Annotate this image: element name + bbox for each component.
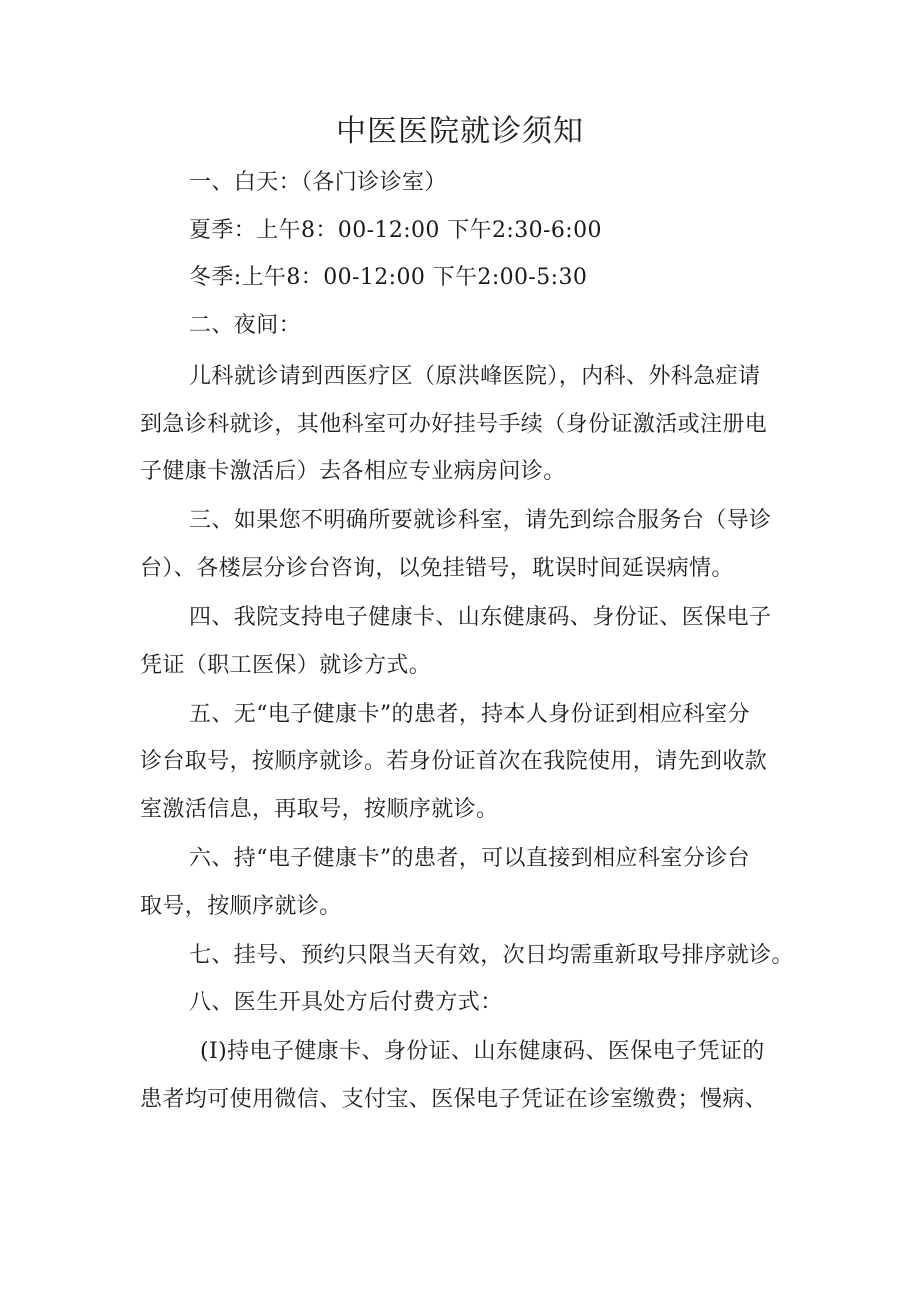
paragraph-line: 取号，按顺序就诊。 [140, 894, 342, 919]
paragraph-line: 凭证（职工医保）就诊方式。 [140, 653, 432, 678]
paragraph-line: 台）、各楼层分诊台咨询，以免挂错号，耽误时间延误病情。 [140, 556, 734, 581]
paragraph-line: 五、无“电子健康卡”的患者，持本人身份证到相应科室分 [189, 702, 750, 727]
paragraph-line: 八、医生开具处方后付费方式： [189, 990, 503, 1015]
paragraph-line: 三、如果您不明确所要就诊科室，请先到综合服务台（导诊 [189, 508, 772, 533]
paragraph-line: 子健康卡激活后）去各相应专业病房问诊。 [140, 459, 566, 484]
section-night-heading: 二、夜间： [189, 313, 302, 338]
paragraph-line: 儿科就诊请到西医疗区（原洪峰医院），内科、外科急症请 [189, 364, 761, 389]
summer-hours: 夏季：上午8：00-12:00 下午2:30-6:00 [189, 218, 602, 243]
section-daytime-heading: 一、白天：（各门诊诊室） [189, 170, 447, 195]
paragraph-line: 诊台取号，按顺序就诊。若身份证首次在我院使用，请先到收款 [140, 749, 768, 774]
paragraph-line: 六、持“电子健康卡”的患者，可以直接到相应科室分诊台 [189, 846, 750, 871]
winter-hours: 冬季:上午8：00-12:00 下午2:00-5:30 [189, 265, 588, 290]
paragraph-line: 七、挂号、预约只限当天有效，次日均需重新取号排序就诊。 [189, 943, 794, 968]
paragraph-line: 室激活信息，再取号，按顺序就诊。 [140, 797, 499, 822]
page-title: 中医医院就诊须知 [336, 114, 584, 149]
paragraph-line: (I)持电子健康卡、身份证、山东健康码、医保电子凭证的 [200, 1039, 765, 1064]
paragraph-line: 到急诊科就诊，其他科室可办好挂号手续（身份证激活或注册电 [140, 412, 768, 437]
paragraph-line: 四、我院支持电子健康卡、山东健康码、身份证、医保电子 [189, 605, 772, 630]
paragraph-line: 患者均可使用微信、支付宝、医保电子凭证在诊室缴费；慢病、 [140, 1087, 768, 1112]
